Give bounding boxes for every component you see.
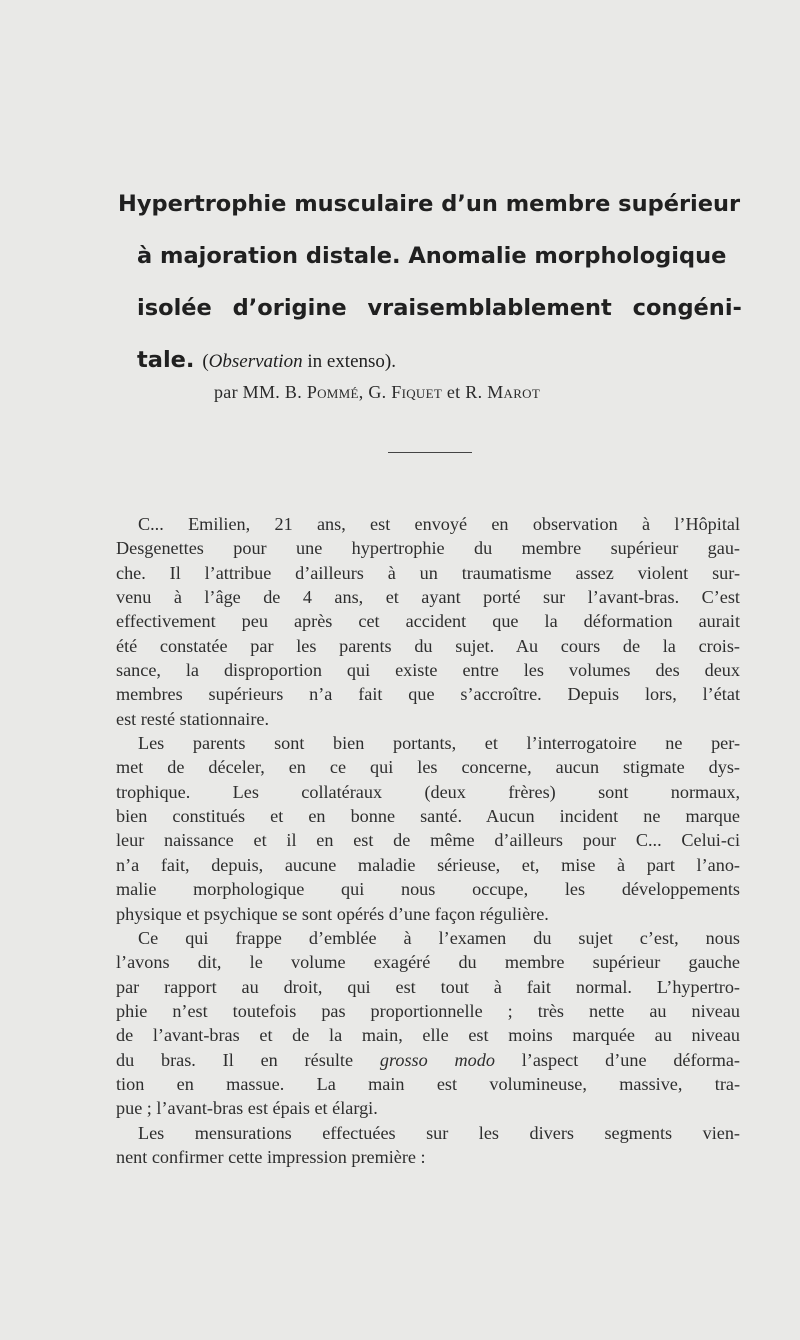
text-line: trophique. Les collatéraux (deux frères) sont normaux, <box>116 781 740 802</box>
text-line: l’avons dit, le volume exagéré du membre supérieur gauche <box>116 952 740 973</box>
text-line: che. Il l’attribue d’ailleurs à un traumatisme assez violent sur- <box>116 562 740 583</box>
text-line: malie morphologique qui nous occupe, les développements <box>116 879 740 900</box>
text-line: C... Emilien, 21 ans, est envoyé en observation à l’Hôpital <box>138 514 740 534</box>
text-line: bien constitués et en bonne santé. Aucun incident ne marque <box>116 806 740 827</box>
italic-phrase: grosso modo <box>379 1049 495 1070</box>
text-line: n’a fait, depuis, aucune maladie sérieuse, et, mise à part l’ano- <box>116 854 740 875</box>
text-line: par rapport au droit, qui est tout à fait normal. L’hypertro- <box>116 976 740 997</box>
text-line: physique et psychique se sont opérés d’une façon régulière. <box>116 903 549 924</box>
article-body <box>116 512 740 1169</box>
authors-line: par MM. B. Pommé, G. Fiquet et R. Marot <box>214 382 541 402</box>
title-line: isolée d’origine vraisemblablement congéni- <box>137 295 742 321</box>
text-line: nent confirmer cette impression première : <box>116 1146 426 1167</box>
text-line: leur naissance et il en est de même d’ailleurs pour C... Celui-ci <box>116 830 740 851</box>
text-line: Ce qui frappe d’emblée à l’examen du sujet c’est, nous <box>138 927 740 948</box>
separator-rule <box>388 452 472 453</box>
title-line: à majoration distale. Anomalie morphologique <box>137 243 727 269</box>
text-line: du bras. Il en résulte grosso modo l’aspect d’une déforma- <box>116 1049 740 1070</box>
text-line: venu à l’âge de 4 ans, et ayant porté sur l’avant-bras. C’est <box>116 587 740 608</box>
title-line: tale. (Observation in extenso). <box>137 347 396 373</box>
text-line: effectivement peu après cet accident que la déformation aurait <box>116 611 740 632</box>
text-line: Desgenettes pour une hypertrophie du membre supérieur gau- <box>116 538 740 559</box>
text-line: pue ; l’avant-bras est épais et élargi. <box>116 1098 378 1119</box>
title-line: Hypertrophie musculaire d’un membre supérieur <box>118 191 741 217</box>
subtitle: (Observation in extenso). <box>202 351 396 372</box>
text-line: phie n’est toutefois pas proportionnelle ; très nette au niveau <box>116 1000 740 1021</box>
text-line: sance, la disproportion qui existe entre les volumes des deux <box>116 660 740 681</box>
text-line: Les mensurations effectuées sur les divers segments vien- <box>138 1122 740 1143</box>
text-line: est resté stationnaire. <box>116 708 270 729</box>
article-title <box>118 178 743 388</box>
text-line: met de déceler, en ce qui les concerne, aucun stigmate dys- <box>116 757 740 778</box>
text-line: été constatée par les parents du sujet. Au cours de la crois- <box>116 635 740 656</box>
text-line: tion en massue. La main est volumineuse, massive, tra- <box>116 1073 740 1094</box>
text-line: de l’avant-bras et de la main, elle est moins marquée au niveau <box>116 1025 740 1046</box>
text-line: membres supérieurs n’a fait que s’accroître. Depuis lors, l’état <box>116 684 740 705</box>
text-line: Les parents sont bien portants, et l’interrogatoire ne per- <box>138 733 740 754</box>
